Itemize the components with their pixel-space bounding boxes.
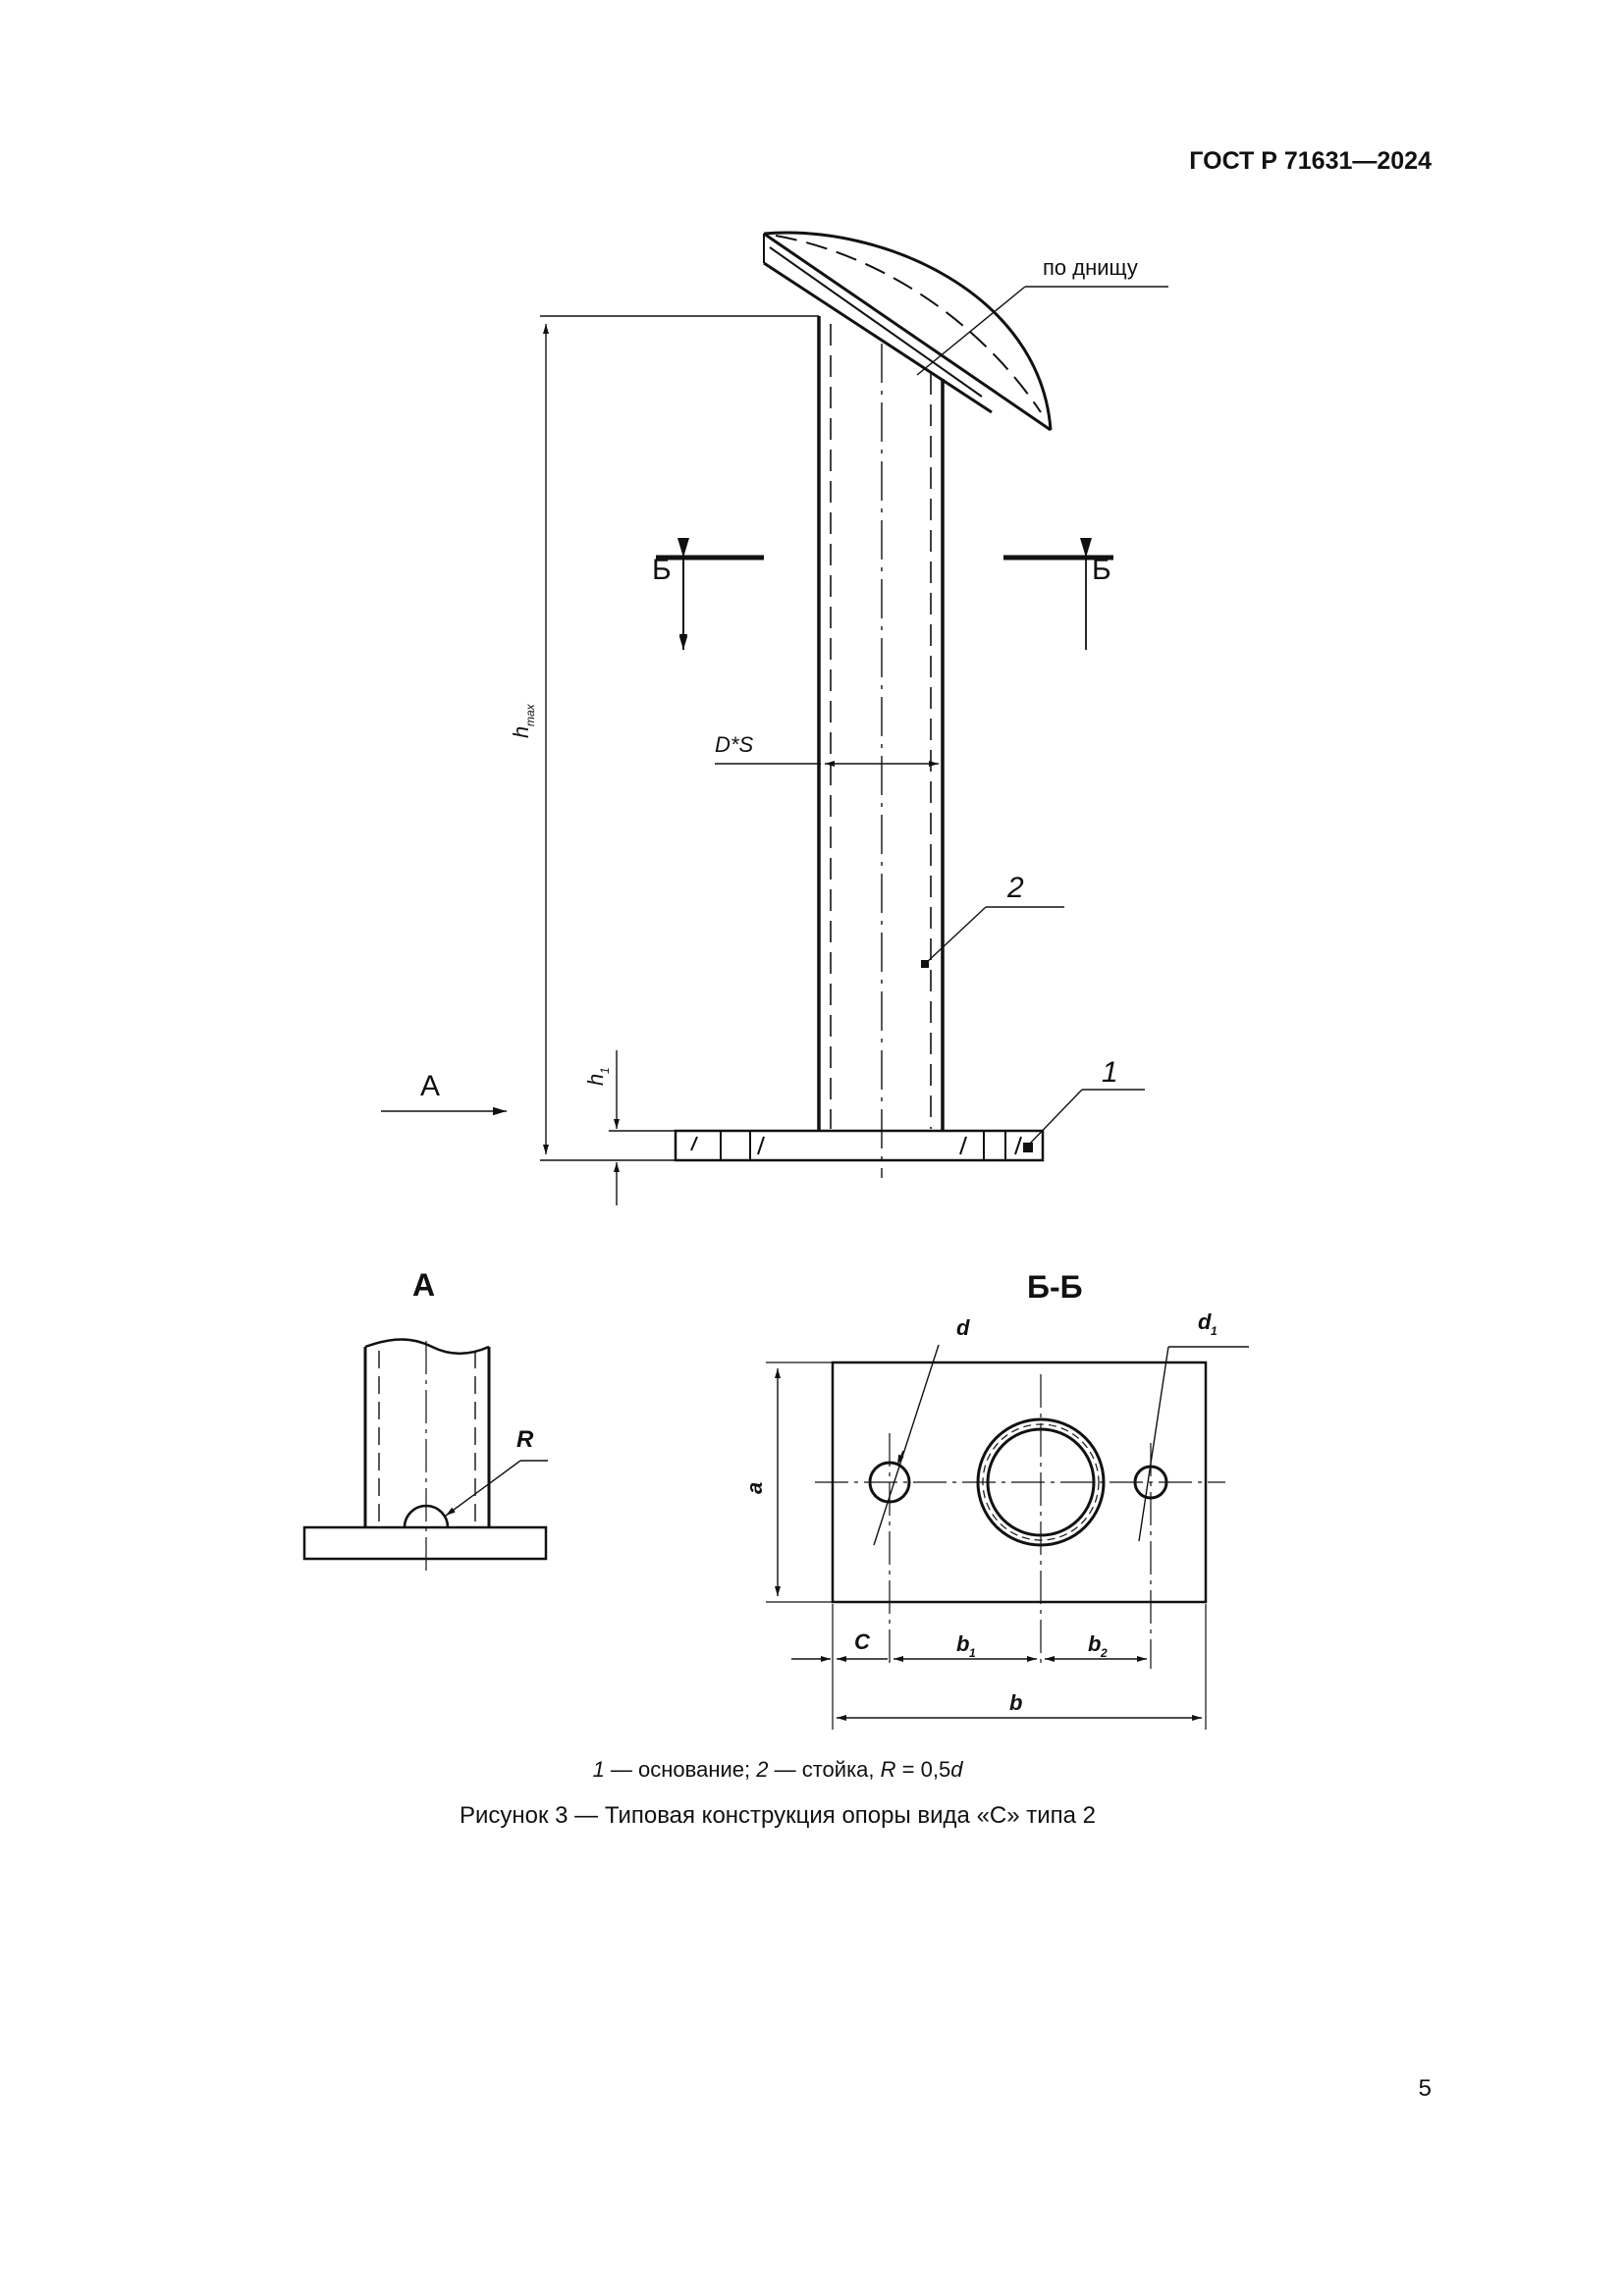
legend-num-2: 2: [756, 1757, 769, 1782]
view-a-detail: [304, 1340, 548, 1577]
label-C: C: [854, 1629, 870, 1654]
label-R: R: [516, 1426, 534, 1453]
section-arrows-down: [683, 561, 1086, 650]
label-h1: [583, 1067, 612, 1086]
pos-2-marker: [921, 960, 929, 968]
label-section-right: Б: [1092, 554, 1111, 586]
label-section-left: Б: [652, 554, 672, 586]
label-b2: [1088, 1631, 1108, 1660]
section-b-b: [766, 1345, 1249, 1730]
legend-num-1: 1: [592, 1757, 605, 1782]
svg-text:h: h: [583, 1073, 608, 1086]
section-mark-left: [656, 558, 764, 650]
elevation-view: [381, 233, 1168, 1205]
svg-text:1: 1: [1211, 1324, 1218, 1338]
column-post: [819, 316, 943, 1178]
label-b1: [956, 1631, 976, 1660]
legend-d: d: [950, 1757, 963, 1782]
base-plate: [676, 1131, 1043, 1160]
svg-text:h: h: [509, 725, 533, 738]
page-number: 5: [1418, 2075, 1432, 2102]
svg-text:2: 2: [1101, 1646, 1108, 1660]
view-a-title: А: [412, 1267, 436, 1303]
svg-text:1: 1: [598, 1067, 612, 1074]
figure-legend: [0, 1757, 1555, 1783]
legend-text-3: = 0,5: [895, 1757, 951, 1782]
label-bottom: по днищу: [1043, 255, 1138, 280]
svg-text:max: max: [523, 704, 537, 726]
legend-r: R: [880, 1757, 896, 1782]
document-code: ГОСТ Р 71631—2024: [1189, 147, 1432, 175]
label-a: [742, 1482, 767, 1494]
dim-hmax: [540, 316, 819, 1160]
vessel-bottom: [764, 233, 1051, 430]
section-title: Б-Б: [1027, 1269, 1083, 1305]
figure-caption: Рисунок 3 — Типовая конструкция опоры вида «С» типа 2: [459, 1802, 1097, 1829]
label-hmax: [509, 703, 537, 738]
label-d: d: [956, 1315, 970, 1340]
dim-h1: [609, 1050, 676, 1205]
leaders: [917, 287, 1168, 1147]
legend-text-2: — стойка,: [768, 1757, 881, 1782]
svg-text:b: b: [1088, 1631, 1102, 1656]
legend-text-1: — основание;: [604, 1757, 757, 1782]
svg-text:d: d: [1198, 1309, 1212, 1334]
svg-text:1: 1: [969, 1646, 976, 1660]
svg-text:b: b: [956, 1631, 970, 1656]
label-pos-2: 2: [1007, 872, 1024, 904]
label-view-a-arrow: А: [420, 1070, 441, 1102]
svg-text:a: a: [742, 1481, 767, 1494]
label-DS: D*S: [715, 732, 754, 757]
label-pos-1: 1: [1102, 1056, 1118, 1089]
label-d1: [1198, 1309, 1218, 1338]
label-b: b: [1009, 1690, 1023, 1715]
